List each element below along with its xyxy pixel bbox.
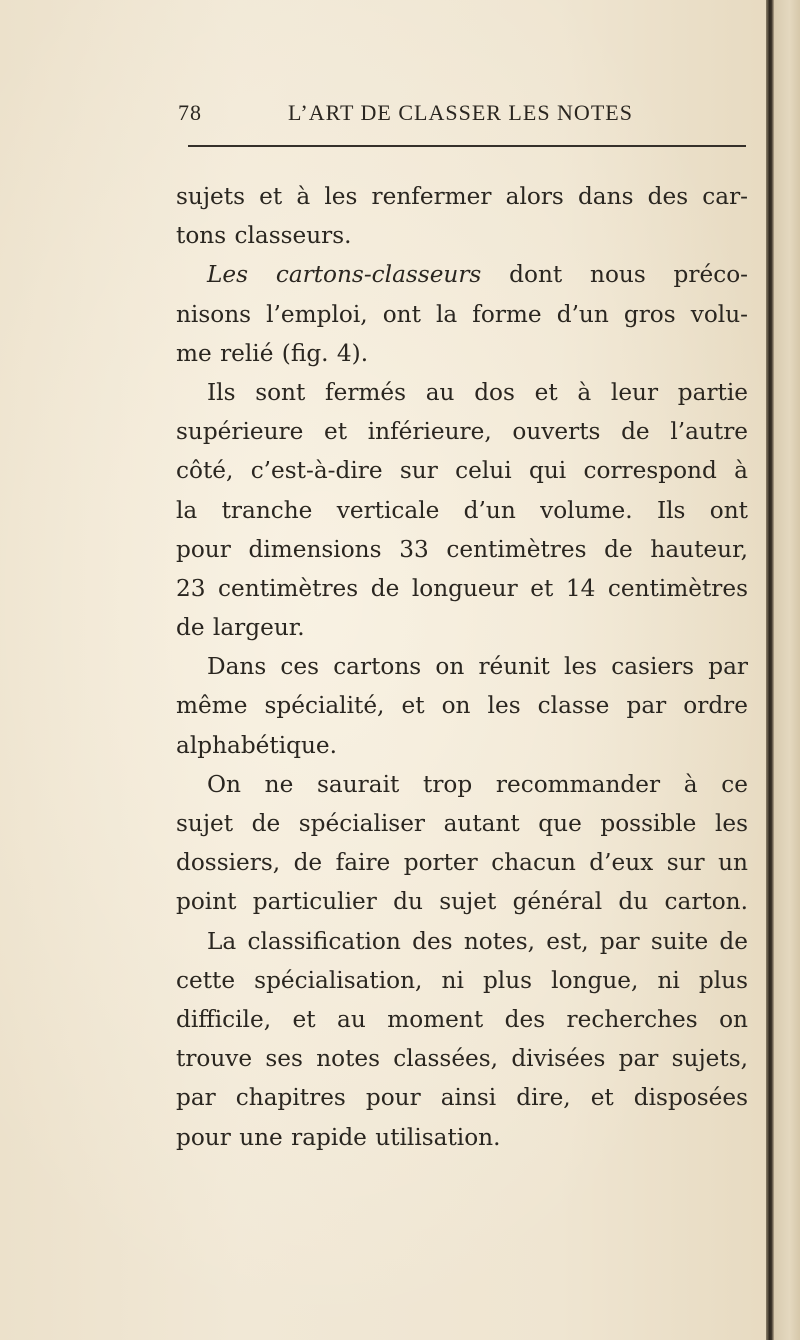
text-line: même spécialité, et on les classe par ordre: [176, 692, 748, 720]
text-line: par chapitres pour ainsi dire, et disposées: [176, 1084, 748, 1112]
text-line: pour dimensions 33 centimètres de hauteur,: [176, 535, 748, 563]
text-line: Dans ces cartons on réunit les casiers par: [207, 653, 748, 681]
text-line: me relié (fig. 4).: [176, 339, 369, 367]
text-line-rest: dont nous préco-: [509, 261, 748, 289]
body-text: [176, 177, 748, 1157]
page-number: 78: [178, 100, 202, 125]
text-line: point particulier du sujet général du carton.: [176, 888, 748, 916]
text-line: La classification des notes, est, par suite de: [207, 927, 748, 955]
text-line: supérieure et inférieure, ouverts de l’autre: [176, 418, 748, 446]
text-line: sujet de spécialiser autant que possible les: [176, 810, 748, 837]
italic-term: Les cartons-classeurs: [207, 261, 482, 289]
book-spine-shadow: [766, 0, 774, 1340]
text-line: sujets et à les renfermer alors dans des car-: [176, 183, 748, 210]
text-line: la tranche verticale d’un volume. Ils ont: [176, 496, 748, 524]
text-line: de largeur.: [176, 614, 305, 642]
text-line: Ils sont fermés au dos et à leur partie: [207, 378, 748, 406]
text-line: 23 centimètres de longueur et 14 centimètres: [176, 574, 748, 602]
text-line: dossiers, de faire porter chacun d’eux sur un: [176, 849, 748, 877]
text-line: pour une rapide utilisation.: [176, 1123, 501, 1151]
text-line: cette spécialisation, ni plus longue, ni plus: [176, 966, 748, 994]
page-header: [178, 96, 750, 132]
text-line: nisons l’emploi, ont la forme d’un gros volu-: [176, 300, 748, 328]
text-line: [176, 255, 748, 294]
running-title: L’ART DE CLASSER LES NOTES: [288, 100, 633, 125]
header-rule: [188, 145, 746, 147]
page-edge: [774, 0, 800, 1340]
text-line: trouve ses notes classées, divisées par sujets,: [176, 1045, 748, 1073]
text-line: On ne saurait trop recommander à ce: [207, 770, 748, 798]
text-line: alphabétique.: [176, 731, 338, 759]
text-line: tons classeurs.: [176, 222, 352, 250]
text-line: difficile, et au moment des recherches on: [176, 1005, 748, 1033]
text-line: côté, c’est-à-dire sur celui qui correspond à: [176, 457, 748, 485]
